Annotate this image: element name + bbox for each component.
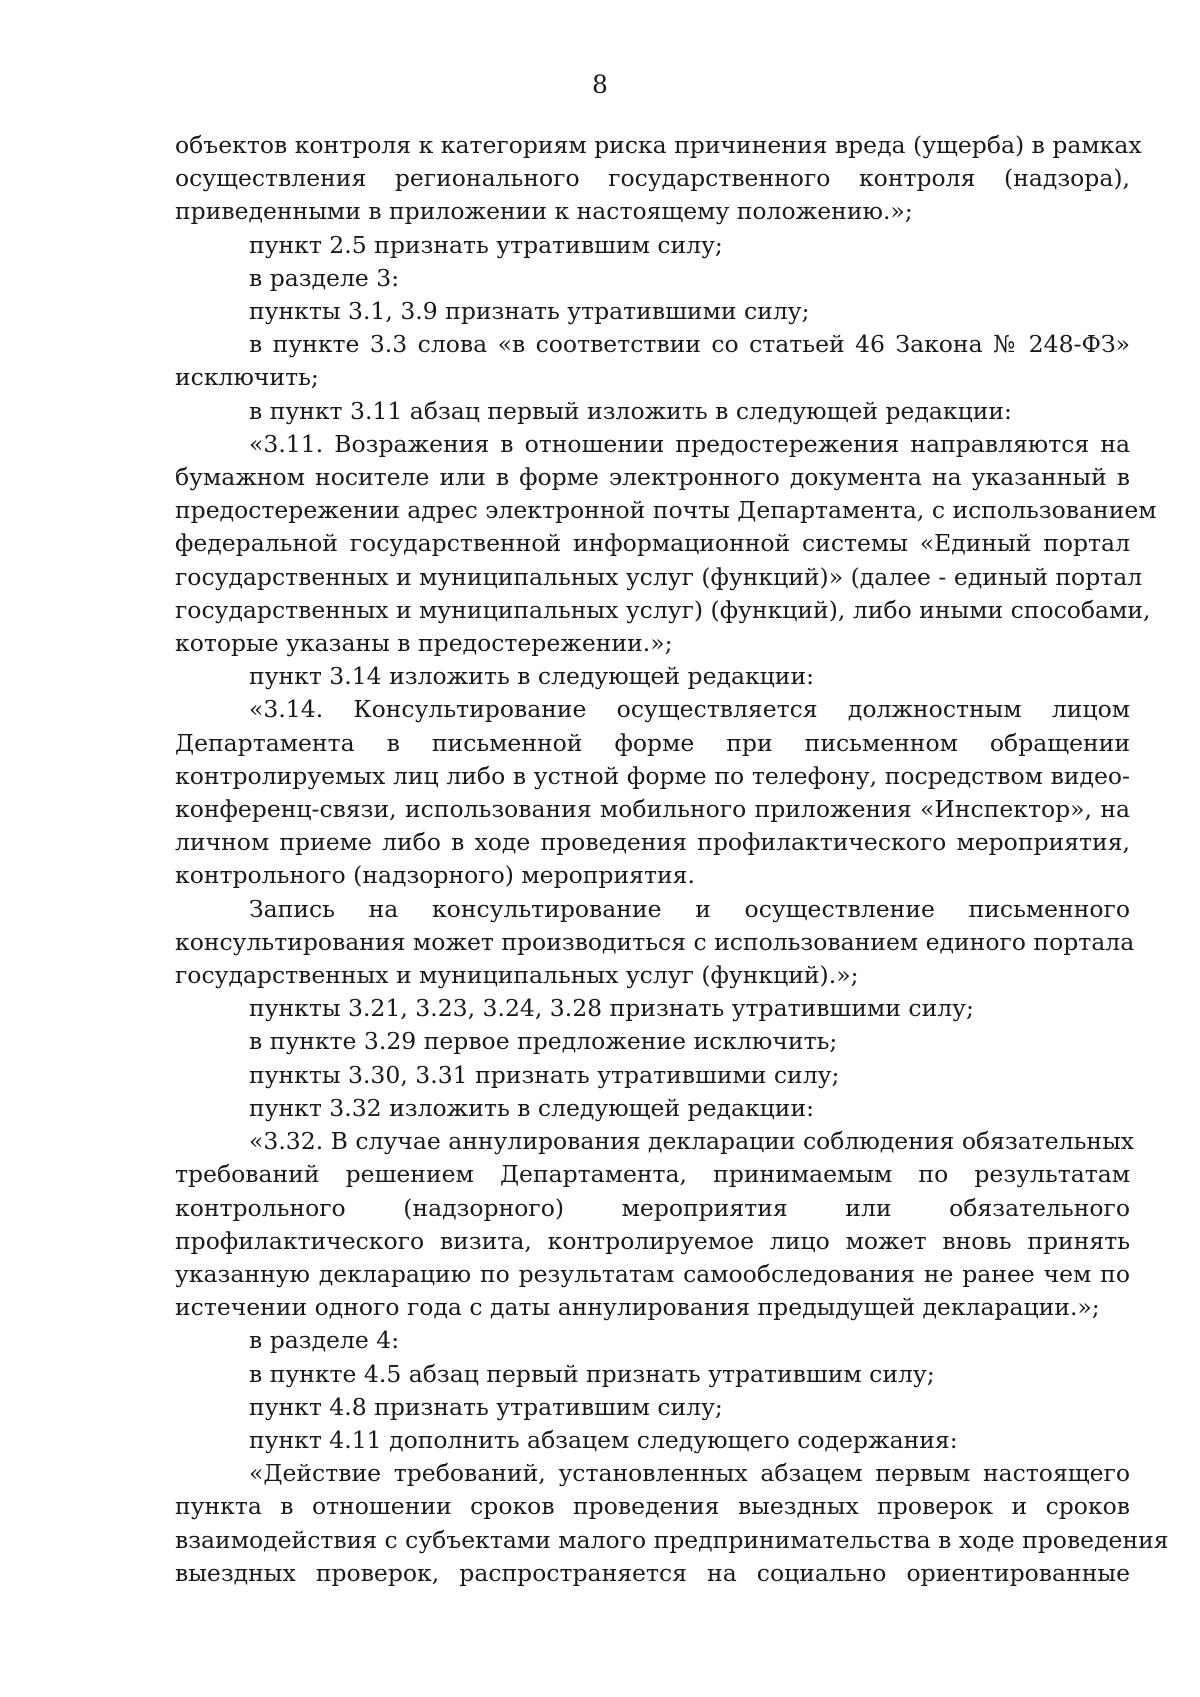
paragraph (175, 1324, 1130, 1357)
text-line: указанную декларацию по результатам самообследования не ранее чем по (175, 1259, 1130, 1288)
paragraph (175, 693, 1130, 892)
text-line: пункты 3.1, 3.9 признать утратившими силу; (249, 297, 810, 326)
paragraph (175, 395, 1130, 428)
text-line: федеральной государственной информационной системы «Единый портал (175, 529, 1130, 558)
paragraph (175, 328, 1130, 394)
text-line: истечении одного года с даты аннулирования предыдущей декларации.»; (175, 1293, 1100, 1322)
text-line: выездных проверок, распространяется на социально ориентированные (175, 1558, 1130, 1587)
text-line: государственных и муниципальных услуг (функций).»; (175, 961, 859, 990)
document-body (175, 129, 1169, 1590)
paragraph (175, 1125, 1135, 1324)
text-line: приведенными в приложении к настоящему положению.»; (175, 197, 913, 226)
text-line: «3.11. Возражения в отношении предостережения направляются на (249, 429, 1130, 458)
text-line: Запись на консультирование и осуществление письменного (249, 894, 1130, 923)
paragraph (175, 660, 1130, 693)
text-line: которые указаны в предостережении.»; (175, 629, 673, 658)
paragraph (175, 893, 1135, 993)
text-line: пункт 4.8 признать утратившим силу; (249, 1392, 723, 1421)
text-line: контрольного (надзорного) мероприятия. (175, 861, 695, 890)
page-number: 8 (592, 70, 608, 99)
text-line: пункт 2.5 признать утратившим силу; (249, 230, 723, 259)
text-line: пункт 4.11 дополнить абзацем следующего содержания: (249, 1425, 958, 1454)
text-line: взаимодействия с субъектами малого предпринимательства в ходе проведения (175, 1525, 1169, 1554)
text-line: пункт 3.32 изложить в следующей редакции: (249, 1093, 815, 1122)
paragraph (175, 1391, 1130, 1424)
paragraph (175, 1059, 1130, 1092)
text-line: в разделе 3: (249, 263, 400, 292)
text-line: контролируемых лиц либо в устной форме по телефону, посредством видео- (175, 761, 1130, 790)
text-line: пункт 3.14 изложить в следующей редакции: (249, 662, 815, 691)
text-line: «3.32. В случае аннулирования декларации соблюдения обязательных (249, 1127, 1135, 1156)
text-line: в пункте 3.3 слова «в соответствии со статьей 46 Закона № 248-ФЗ» (249, 330, 1130, 359)
text-line: объектов контроля к категориям риска причинения вреда (ущерба) в рамках (175, 131, 1142, 159)
paragraph (175, 1424, 1130, 1457)
text-line: в разделе 4: (249, 1326, 400, 1355)
text-line: контрольного (надзорного) мероприятия или обязательного (175, 1193, 1130, 1222)
text-line: в пункте 3.29 первое предложение исключить; (249, 1027, 838, 1056)
text-line: Департамента в письменной форме при письменном обращении (175, 728, 1130, 757)
paragraph (175, 229, 1130, 262)
text-line: конференц-связи, использования мобильного приложения «Инспектор», на (175, 795, 1130, 824)
text-line: пункты 3.30, 3.31 признать утратившими силу; (249, 1060, 840, 1089)
text-line: «3.14. Консультирование осуществляется должностным лицом (249, 695, 1130, 724)
text-line: осуществления регионального государственного контроля (надзора), (175, 164, 1130, 193)
paragraph (175, 129, 1142, 229)
paragraph (175, 428, 1157, 660)
text-line: консультирования может производиться с использованием единого портала (175, 927, 1135, 956)
text-line: предостережении адрес электронной почты Департамента, с использованием (175, 496, 1157, 525)
text-line: бумажном носителе или в форме электронного документа на указанный в (175, 463, 1130, 492)
paragraph (175, 1025, 1130, 1058)
text-line: «Действие требований, установленных абзацем первым настоящего (249, 1459, 1130, 1488)
paragraph (175, 1457, 1169, 1590)
text-line: пункта в отношении сроков проведения выездных проверок и сроков (175, 1492, 1130, 1521)
paragraph (175, 262, 1130, 295)
text-line: государственных и муниципальных услуг) (функций), либо иными способами, (175, 595, 1151, 624)
text-line: государственных и муниципальных услуг (функций)» (далее - единый портал (175, 562, 1143, 591)
paragraph (175, 1092, 1130, 1125)
text-line: исключить; (175, 363, 319, 392)
text-line: личном приеме либо в ходе проведения профилактического мероприятия, (175, 828, 1130, 857)
text-line: пункты 3.21, 3.23, 3.24, 3.28 признать утратившими силу; (249, 994, 974, 1023)
paragraph (175, 295, 1130, 328)
text-line: в пункт 3.11 абзац первый изложить в следующей редакции: (249, 396, 1012, 425)
paragraph (175, 1358, 1130, 1391)
text-line: профилактического визита, контролируемое лицо может вновь принять (175, 1226, 1130, 1255)
paragraph (175, 992, 1130, 1025)
text-line: в пункте 4.5 абзац первый признать утратившим силу; (249, 1359, 935, 1388)
text-line: требований решением Департамента, принимаемым по результатам (175, 1160, 1130, 1189)
